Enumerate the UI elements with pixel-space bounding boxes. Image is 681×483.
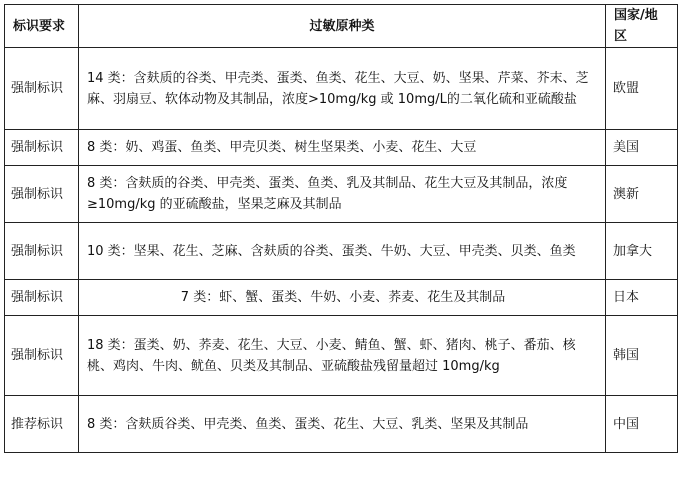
country-cell: 中国: [606, 396, 678, 453]
allergen-types-cell: 14 类：含麸质的谷类、甲壳类、蛋类、鱼类、花生、大豆、奶、坚果、芹菜、芥末、芝麻、羽扇豆、软体动物及其制品，浓度>10mg/kg 或 10mg/L的二氧化硫和亚硫酸盐: [79, 48, 606, 130]
country-cell: 韩国: [606, 316, 678, 396]
requirement-cell: 强制标识: [5, 48, 79, 130]
allergen-types-cell: 8 类：含麸质谷类、甲壳类、鱼类、蛋类、花生、大豆、乳类、坚果及其制品: [79, 396, 606, 453]
requirement-cell: 强制标识: [5, 316, 79, 396]
country-cell: 加拿大: [606, 223, 678, 280]
header-requirement: 标识要求: [5, 5, 79, 48]
country-cell: 澳新: [606, 166, 678, 223]
allergen-types-cell: 8 类：奶、鸡蛋、鱼类、甲壳贝类、树生坚果类、小麦、花生、大豆: [79, 130, 606, 166]
country-cell: 欧盟: [606, 48, 678, 130]
allergen-types-cell: 8 类：含麸质的谷类、甲壳类、蛋类、鱼类、乳及其制品、花生大豆及其制品，浓度≥10mg/kg 的亚硫酸盐，坚果芝麻及其制品: [79, 166, 606, 223]
requirement-cell: 强制标识: [5, 280, 79, 316]
header-country-region: 国家/地区: [606, 5, 678, 48]
allergen-types-cell: 10 类：坚果、花生、芝麻、含麸质的谷类、蛋类、牛奶、大豆、甲壳类、贝类、鱼类: [79, 223, 606, 280]
allergen-types-cell: 18 类：蛋类、奶、荞麦、花生、大豆、小麦、鲭鱼、蟹、虾、猪肉、桃子、番茄、核桃、鸡肉、牛肉、鱿鱼、贝类及其制品、亚硫酸盐残留量超过 10mg/kg: [79, 316, 606, 396]
country-cell: 日本: [606, 280, 678, 316]
country-cell: 美国: [606, 130, 678, 166]
requirement-cell: 推荐标识: [5, 396, 79, 453]
allergen-labeling-table: [4, 4, 678, 453]
requirement-cell: 强制标识: [5, 223, 79, 280]
table-row: [5, 48, 678, 130]
allergen-types-cell: 7 类：虾、蟹、蛋类、牛奶、小麦、荞麦、花生及其制品: [79, 280, 606, 316]
requirement-cell: 强制标识: [5, 166, 79, 223]
header-allergen-types: 过敏原种类: [79, 5, 606, 48]
table-row: [5, 316, 678, 396]
table-row: [5, 280, 678, 316]
table-row: [5, 223, 678, 280]
table-row: [5, 166, 678, 223]
table-row: [5, 130, 678, 166]
table-row: [5, 396, 678, 453]
header-row: [5, 5, 678, 48]
requirement-cell: 强制标识: [5, 130, 79, 166]
